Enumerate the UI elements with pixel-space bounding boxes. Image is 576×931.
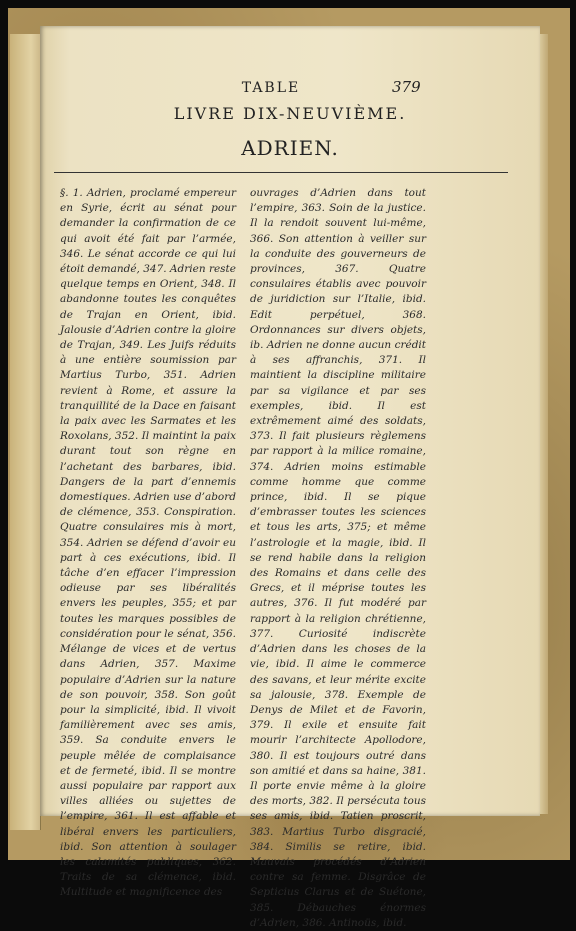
book-page [40, 26, 540, 929]
page-number: 379 [392, 78, 421, 96]
title-rule [54, 172, 508, 173]
column-text: §. 1. Adrien, proclamé empereur en Syrie, écrit au sénat pour demander la confirmation de ce qui avoit été fait par l’armée, 346. Le sénat accorde ce qui lui étoit demandé, 347. Adrien reste quelque temps en Orient, 348. Il abandonne toutes les conquêtes de Trajan en Orient, ibid. Jalousie d’Adrien contre la gloire de Trajan, 349. Les Juifs réduits à une entière soumission par Martius Turbo, 351. Adrien revient à Rome, et assure la tranquillité de la Dace en faisant la paix avec les Sarmates et les Roxolans, 352. Il maintint la paix durant tout son règne en l’achetant des barbares, ibid. Dangers de la part d’ennemis domestiques. Adrien use d’abord de clémence, 353. Conspiration. Quatre consulaires mis à mort, 354. Adrien se défend d’avoir eu part à ces exécutions, ibid. Il tâche d’en effacer l’impression odieuse par ses libéralités envers les peuples, 355; et par toutes les marques possibles de considération pour le sénat, 356. Mélange de vices et de vertus dans Adrien, 357. Maxime populaire d’Adrien sur la nature de son pouvoir, 358. Son goût pour la simplicité, ibid. Il vivoit familièrement avec ses amis, 359. Sa conduite envers le peuple mêlée de complaisance et de fermeté, ibid. Il se montre aussi populaire par rapport aux villes alliées ou sujettes de l’empire, 361. Il est affable et libéral envers les particuliers, ibid. Son attention à soulager les calamités publiques, 362. Traits de sa clémence, ibid. Multitude et magnificence des [60, 187, 236, 899]
facing-page-edge [10, 34, 41, 830]
page-stack-edge [540, 34, 548, 814]
book-title: LIVRE DIX-NEUVIÈME. [173, 104, 407, 123]
section-label: TABLE [241, 80, 301, 96]
text-column-right [250, 186, 426, 929]
column-text: ouvrages d’Adrien dans tout l’empire, 363. Soin de la justice. Il la rendoit souvent lui-même, 366. Son attention à veiller sur la conduite des gouverneurs de provinces, 367. Quatre consulaires établis avec pouvoir de juridiction sur l’Italie, ibid. Edit perpétuel, 368. Ordonnances sur divers objets, ib. Adrien ne donne aucun crédit à ses affranchis, 371. Il maintient la discipline militaire par sa vigilance et par ses exemples, ibid. Il est extrêmement aimé des soldats, 373. Il fait plusieurs règlemens par rapport à la milice romaine, 374. Adrien moins estimable comme homme que comme prince, ibid. Il se pique d’embrasser toutes les sciences et tous les arts, 375; et même l’astrologie et la magie, ibid. Il se rend habile dans la religion des Romains et dans celle des Grecs, et il méprise toutes les autres, 376. Il fut modéré par rapport à la religion chrétienne, 377. Curiosité indiscrète d’Adrien dans les choses de la vie, ibid. Il aime le commerce des savans, et leur mérite excite sa jalousie, 378. Exemple de Denys de Milet et de Favorin, 379. Il exile et ensuite fait mourir l’architecte Apollodore, 380. Il est toujours outré dans son amitié et dans sa haine, 381. Il porte envie même à la gloire des morts, 382. Il persécuta tous ses amis, ibid. Tatien proscrit, 383. Martius Turbo disgracié, 384. Similis se retire, ibid. Mauvais procédés d’Adrien contre sa femme. Disgrâce de Septicius Clarus et de Suétone, 385. Débauches énormes d’Adrien, 386. Antinoüs, ibid. [250, 187, 426, 929]
text-column-left [60, 186, 236, 899]
chapter-title: ADRIEN. [241, 136, 339, 160]
